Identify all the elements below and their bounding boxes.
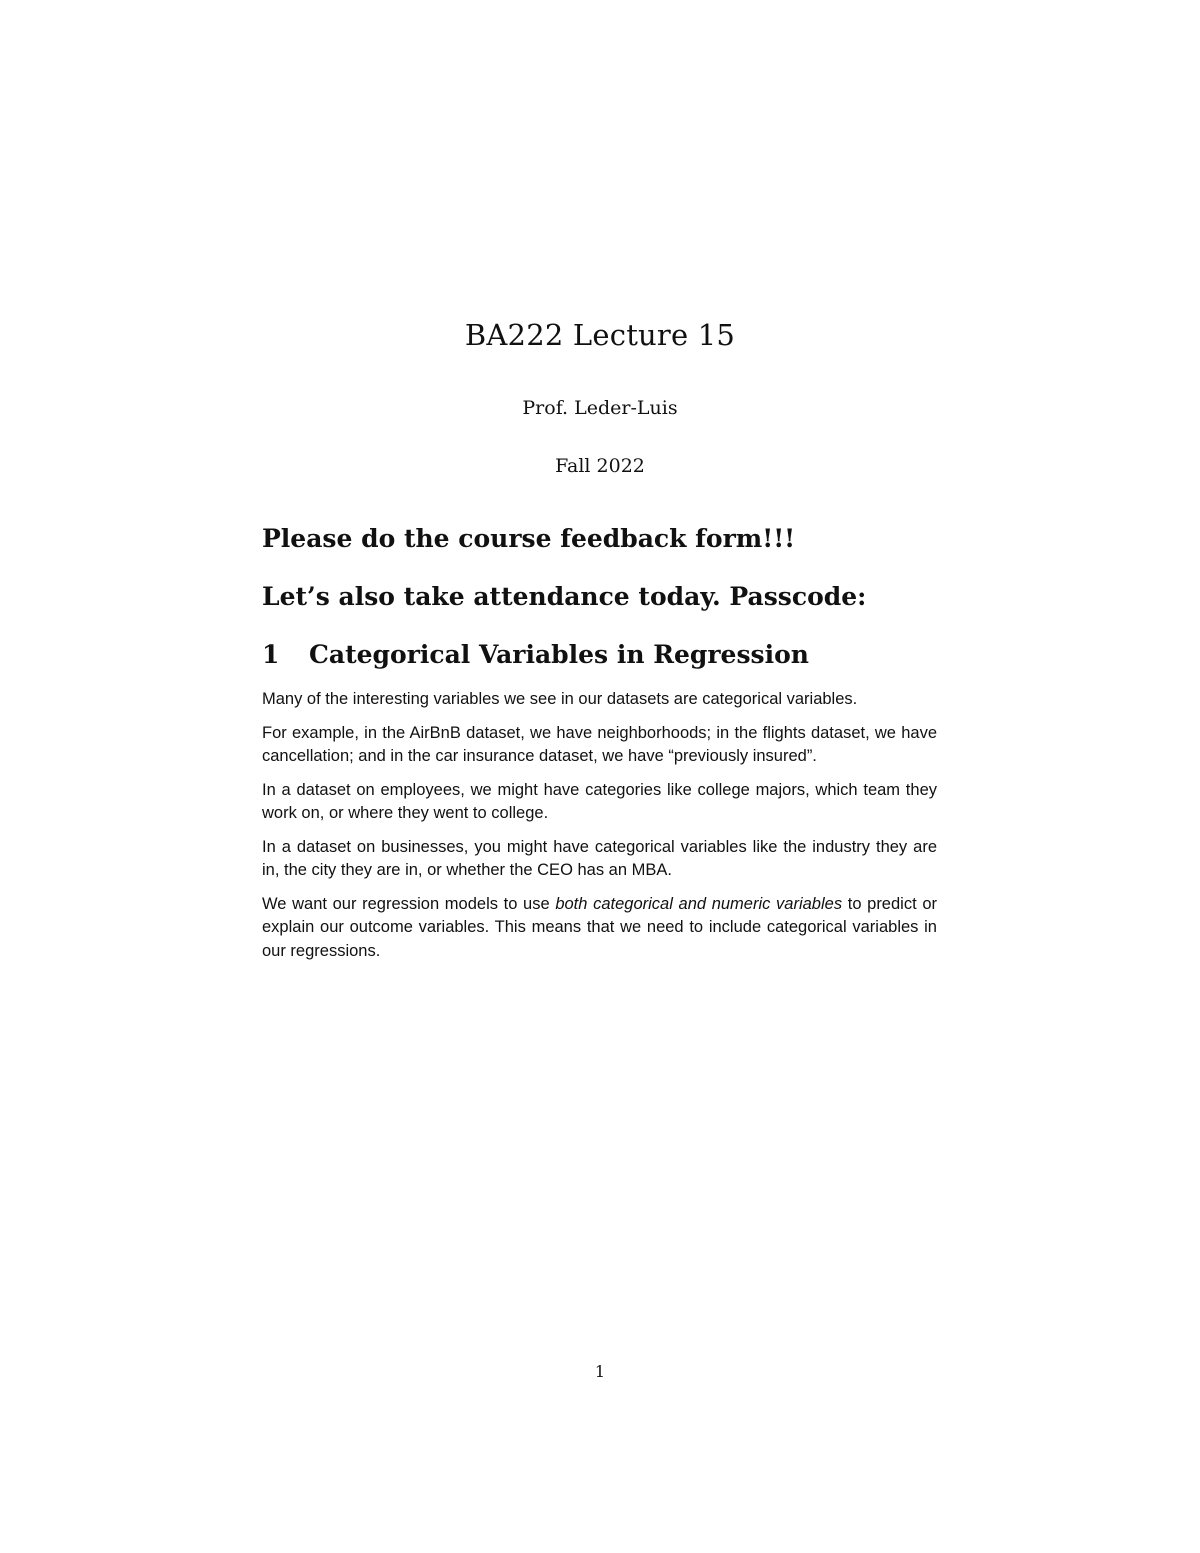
- section-number: 1: [262, 640, 280, 669]
- paragraph-dataset-examples: For example, in the AirBnB dataset, we have neighborhoods; in the flights dataset, we have cancellation; and in the car insurance dataset, we have “previously insured”.: [262, 723, 937, 765]
- document-date: Fall 2022: [555, 455, 645, 477]
- document-author: Prof. Leder-Luis: [522, 397, 678, 419]
- feedback-notice-heading: Please do the course feedback form!!!: [262, 524, 796, 553]
- paragraph-regression-goal-end: to predict or explain our outcome variables. This means that we need to include categorical variables in our regressions.: [262, 894, 937, 960]
- paragraph-employees-example: In a dataset on employees, we might have categories like college majors, which team they work on, or where they went to college.: [262, 780, 937, 822]
- section-title: Categorical Variables in Regression: [309, 640, 809, 669]
- section-heading: [262, 638, 937, 672]
- attendance-notice-heading: Let’s also take attendance today. Passcode:: [262, 582, 867, 611]
- paragraph-categorical-intro: Many of the interesting variables we see in our datasets are categorical variables.: [262, 690, 858, 708]
- document-body: [262, 522, 937, 973]
- emphasis-variable-types: both categorical and numeric variables: [555, 894, 843, 913]
- page-number: 1: [594, 1362, 606, 1381]
- document-title: BA222 Lecture 15: [464, 318, 736, 352]
- paragraph-regression-goal-start: We want our regression models to use: [262, 894, 556, 913]
- paragraph-regression-goal: [262, 893, 937, 964]
- paragraph-businesses-example: In a dataset on businesses, you might have categorical variables like the industry they are in, the city they are in, or whether the CEO has an MBA.: [262, 837, 937, 879]
